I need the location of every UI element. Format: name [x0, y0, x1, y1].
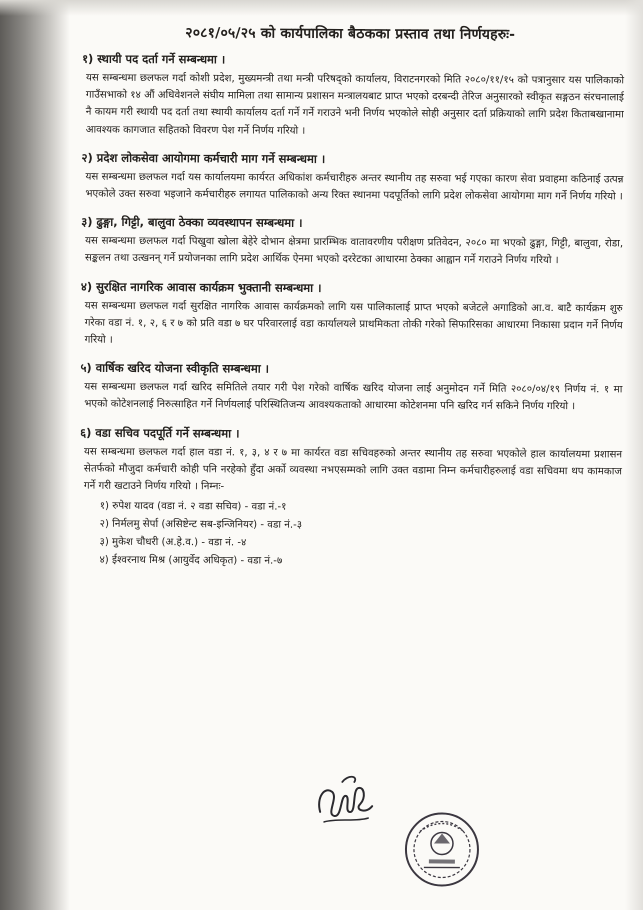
- appointee-item: ४) ईश्वरनाथ मिश्र (आयुर्वेद अधिकृत) - वडा नं.-७: [99, 554, 283, 567]
- document-page: [72, 23, 625, 896]
- scan-shadow-top: [0, 0, 643, 16]
- decision-section-4: [75, 279, 623, 351]
- section-heading: ५) वार्षिक खरिद योजना स्वीकृति सम्बन्धमा ।: [80, 360, 270, 376]
- decision-section-5: [74, 361, 622, 416]
- appointee-item: १) रुपेश यादव (वडा नं. २ वडा सचिव) - वडा नं.-१: [99, 500, 287, 513]
- section-heading: ४) सुरक्षित नागरिक आवास कार्यक्रम भुक्तानी सम्बन्धमा ।: [80, 279, 322, 295]
- appointee-item: २) निर्मलमु सेर्पा (असिष्टेन्ट सब-इन्जिनियर) - वडा नं.-३: [99, 518, 303, 532]
- section-body: यस सम्बन्धमा छलफल गर्दा कोशी प्रदेश, मुख्यमन्त्री तथा मन्त्री परिषद्को कार्यालय, विराटनगरको मिति २०८०/११/१५ को पत्रानुसार यस पालिकाको गाउँसभाको १४ औं अधिवेशनले संघीय मामिला तथा सामान्य प्रशासन मन्त्रालयबाट प्राप्त भएको दरबन्दी तेरिज अनुसारको स्वीकृत सङ्गठन संरचनालाई नै कायम गरी स्थायी पद दर्ता तथा स्थायी कार्यालय दर्ता गर्ने गर्ने गराउने भनी निर्णय भएकोले सोही अनुसार दर्ता प्रक्रियाको लागि प्रदेश किताबखानामा आवश्यक कागजात सहितको विवरण पेश गर्ने निर्णय गरियो ।: [85, 72, 625, 137]
- section-body: यस सम्बन्धमा छलफल गर्दा पिखुवा खोला बेहेरे दोभान क्षेत्रमा प्रारम्भिक वातावरणीय परीक्षण प्रतिवेदन, २०८० मा भएको ढुङ्गा, गिट्टी, बालुवा, रोडा, सङ्कलन तथा उत्खनन् गर्ने प्रयोजनका लागि प्रदेश आर्थिक ऐनमा भएको दररेटका आधारमा ठेक्का आह्वान गर्ने गराउने निर्णय गरियो ।: [85, 235, 624, 267]
- section-heading: ३) ढुङ्गा, गिट्टी, बालुवा ठेक्का व्यवस्थापन सम्बन्धमा ।: [81, 214, 303, 230]
- scan-shadow-right: [625, 0, 643, 910]
- section-heading: २) प्रदेश लोकसेवा आयोगमा कर्मचारी माग गर्ने सम्बन्धमा ।: [81, 150, 326, 166]
- section-body: यस सम्बन्धमा छलफल गर्दा खरिद समितिले तयार गरी पेश गरेको वार्षिक खरिद योजना लाई अनुमोदन गर्ने मिति २०८०/०४/१९ निर्णय नं. १ मा भएको कोटेशनलाई निरुत्साहित गर्ने निर्णयलाई परिस्थितिजन्य आवश्यकताको आधारमा कोटेशनमा पनि खरिद गर्न सकिने निर्णय गरियो ।: [84, 381, 623, 413]
- section-heading: १) स्थायी पद दर्ता गर्ने सम्बन्धमा ।: [82, 51, 226, 67]
- appointee-item: ३) मुकेश चौधरी (अ.हे.व.) - वडा नं. -४: [99, 536, 247, 549]
- section-heading: ६) वडा सचिव पदपूर्ति गर्ने सम्बन्धमा ।: [80, 425, 240, 441]
- document-title: २०८१/०५/२५ को कार्यपालिका बैठकका प्रस्ताव तथा निर्णयहरुः-: [185, 25, 516, 43]
- decision-section-1: [76, 52, 624, 142]
- section-body: यस सम्बन्धमा छलफल गर्दा हाल वडा नं. १, ३, ४ र ७ मा कार्यरत वडा सचिवहरुको अन्तर स्थानीय तह सरुवा भएकोले हाल कार्यालयमा प्रशासन सेतर्फको मौजुदा कर्मचारी कोही पनि नरहेको हुँदा अर्को व्यवस्था नभएसम्मको लागि उक्त वडामा निम्न कर्मचारीहरुलाई वडा सचिवमा थप कामकाज गर्ने गरी खटाउने निर्णय गरियो । निम्नः-: [83, 446, 623, 493]
- signature-icon: [314, 768, 378, 830]
- seal-icon: [402, 809, 482, 889]
- appointee-list: [99, 498, 621, 573]
- section-body: यस सम्बन्धमा छलफल गर्दा सुरक्षित नागरिक आवास कार्यक्रमको लागि यस पालिकालाई प्राप्त भएको बजेटले अगाडिको आ.व. बाटै कार्यक्रम शुरु गरेका वडा नं. १, २, ६ र ७ को प्रति वडा ७ घर परिवारलाई वडा कार्यालयले प्राथमिकता तोकी गरेको सिफारिसका आधारमा निकासा प्रदान गर्ने निर्णय गरियो ।: [84, 300, 623, 346]
- decision-section-6: [73, 425, 622, 572]
- scan-shadow-left: [0, 0, 70, 910]
- section-body: यस सम्बन्धमा छलफल गर्दा यस कार्यालयमा कार्यरत अधिकांश कर्मचारीहरु अन्तर स्थानीय तह सरुवा भई गएका कारण सेवा प्रवाहमा कठिनाई उत्पन्न भएकोले उक्त सरुवा भइजाने कर्मचारीहरु लगायत पालिकाको अन्य रिक्त स्थानमा पदपूर्तिको लागि प्रदेश लोकसेवा आयोगमा माग गर्ने निर्णय गरियो ।: [85, 171, 624, 203]
- decision-section-2: [75, 150, 623, 205]
- decision-section-3: [75, 215, 623, 270]
